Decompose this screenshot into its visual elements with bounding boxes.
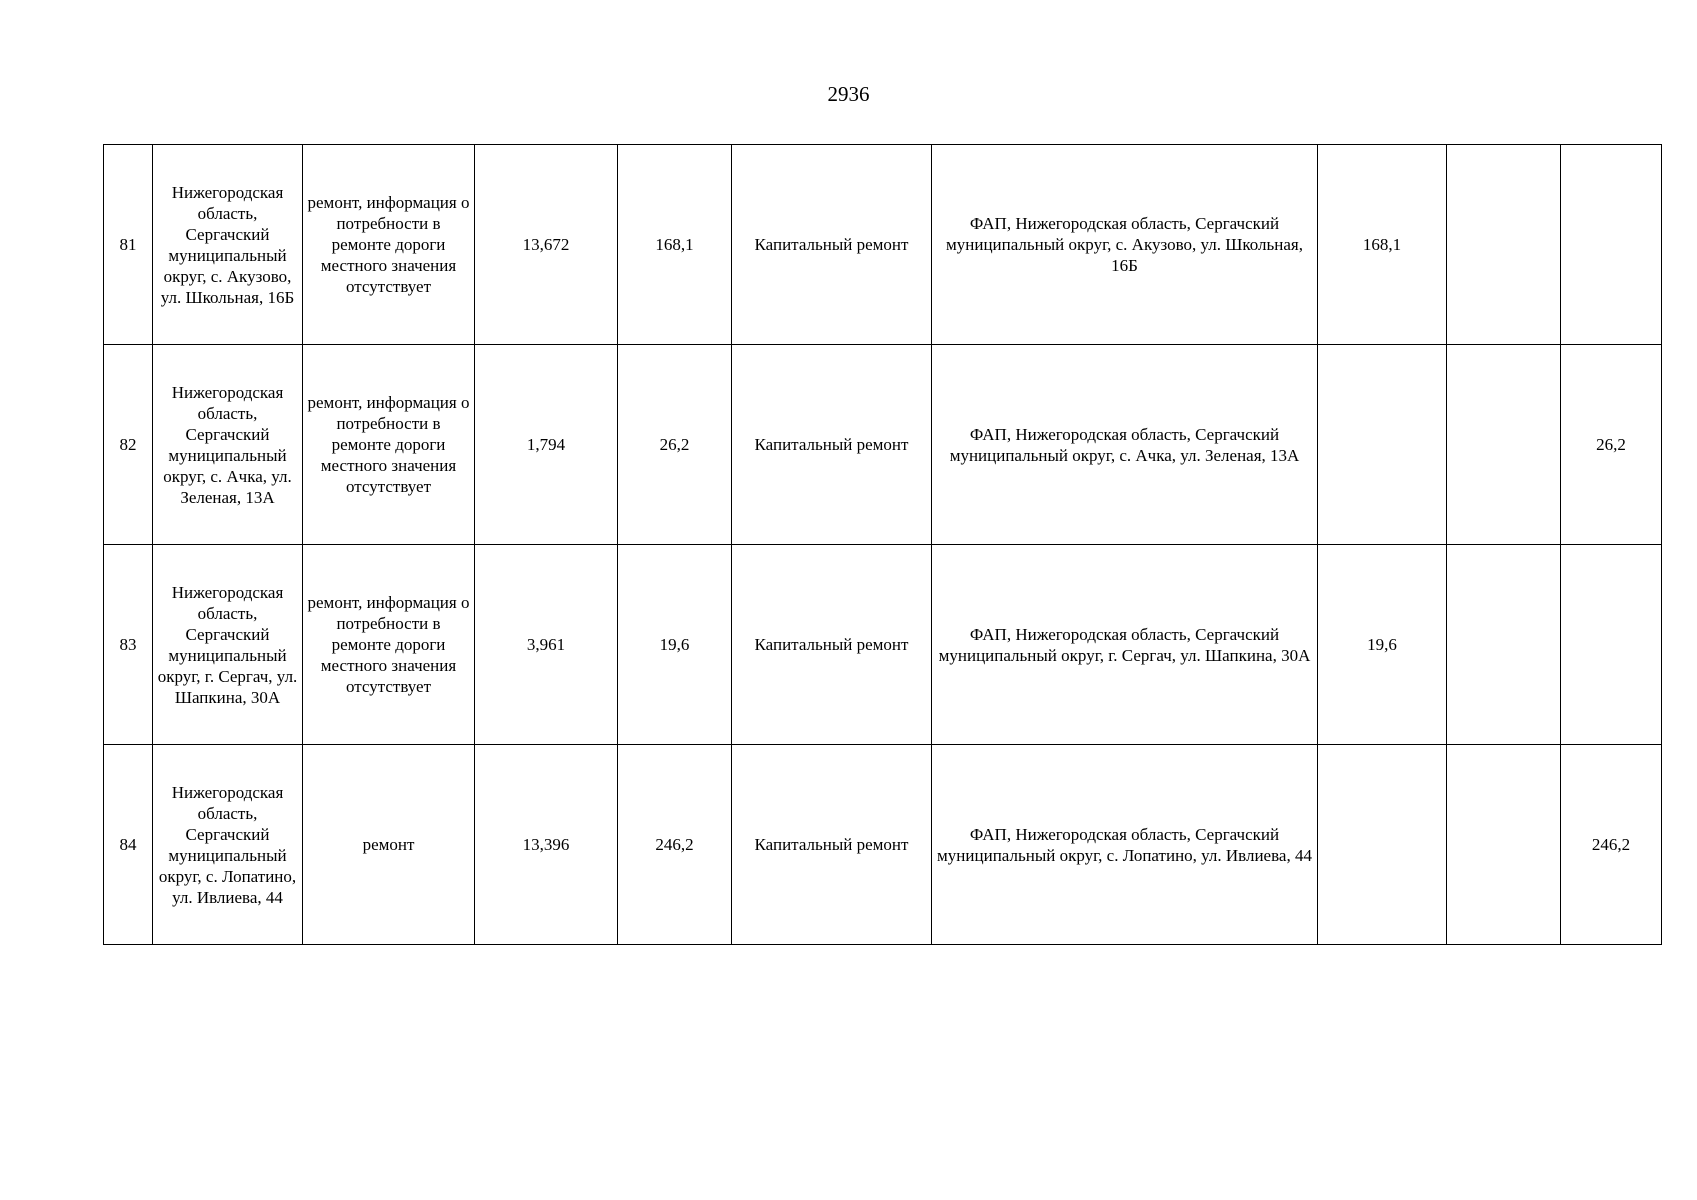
col11-cell bbox=[1561, 145, 1662, 345]
col9-cell bbox=[1318, 745, 1447, 945]
note-cell: ремонт, информация о потребности в ремонте дороги местного значения отсутствует bbox=[303, 345, 475, 545]
work-type-cell: Капитальный ремонт bbox=[732, 745, 932, 945]
col10-cell bbox=[1447, 345, 1561, 545]
address-cell: Нижегородская область, Сергачский муниципальный округ, г. Сергач, ул. Шапкина, 30А bbox=[153, 545, 303, 745]
col11-cell: 246,2 bbox=[1561, 745, 1662, 945]
value-a-cell: 13,672 bbox=[475, 145, 618, 345]
address-cell: Нижегородская область, Сергачский муниципальный округ, с. Ачка, ул. Зеленая, 13А bbox=[153, 345, 303, 545]
table-row bbox=[104, 545, 1662, 745]
row-number: 84 bbox=[104, 745, 153, 945]
col11-cell bbox=[1561, 545, 1662, 745]
note-cell: ремонт, информация о потребности в ремонте дороги местного значения отсутствует bbox=[303, 545, 475, 745]
col11-cell: 26,2 bbox=[1561, 345, 1662, 545]
value-a-cell: 13,396 bbox=[475, 745, 618, 945]
value-b-cell: 168,1 bbox=[618, 145, 732, 345]
row-number: 82 bbox=[104, 345, 153, 545]
page-number: 2936 bbox=[827, 82, 870, 106]
table-row bbox=[104, 345, 1662, 545]
col10-cell bbox=[1447, 545, 1561, 745]
col10-cell bbox=[1447, 745, 1561, 945]
object-cell: ФАП, Нижегородская область, Сергачский муниципальный округ, с. Ачка, ул. Зеленая, 13А bbox=[932, 345, 1318, 545]
note-cell: ремонт, информация о потребности в ремонте дороги местного значения отсутствует bbox=[303, 145, 475, 345]
work-type-cell: Капитальный ремонт bbox=[732, 345, 932, 545]
object-cell: ФАП, Нижегородская область, Сергачский муниципальный округ, с. Лопатино, ул. Ивлиева, 44 bbox=[932, 745, 1318, 945]
work-type-cell: Капитальный ремонт bbox=[732, 145, 932, 345]
col9-cell: 19,6 bbox=[1318, 545, 1447, 745]
note-cell: ремонт bbox=[303, 745, 475, 945]
value-b-cell: 26,2 bbox=[618, 345, 732, 545]
table-row bbox=[104, 145, 1662, 345]
value-b-cell: 19,6 bbox=[618, 545, 732, 745]
row-number: 81 bbox=[104, 145, 153, 345]
data-table bbox=[103, 144, 1662, 945]
col9-cell bbox=[1318, 345, 1447, 545]
value-a-cell: 3,961 bbox=[475, 545, 618, 745]
value-b-cell: 246,2 bbox=[618, 745, 732, 945]
row-number: 83 bbox=[104, 545, 153, 745]
object-cell: ФАП, Нижегородская область, Сергачский муниципальный округ, с. Акузово, ул. Школьная, 16Б bbox=[932, 145, 1318, 345]
address-cell: Нижегородская область, Сергачский муниципальный округ, с. Лопатино, ул. Ивлиева, 44 bbox=[153, 745, 303, 945]
col9-cell: 168,1 bbox=[1318, 145, 1447, 345]
address-cell: Нижегородская область, Сергачский муниципальный округ, с. Акузово, ул. Школьная, 16Б bbox=[153, 145, 303, 345]
work-type-cell: Капитальный ремонт bbox=[732, 545, 932, 745]
value-a-cell: 1,794 bbox=[475, 345, 618, 545]
col10-cell bbox=[1447, 145, 1561, 345]
table-row bbox=[104, 745, 1662, 945]
object-cell: ФАП, Нижегородская область, Сергачский муниципальный округ, г. Сергач, ул. Шапкина, 30А bbox=[932, 545, 1318, 745]
